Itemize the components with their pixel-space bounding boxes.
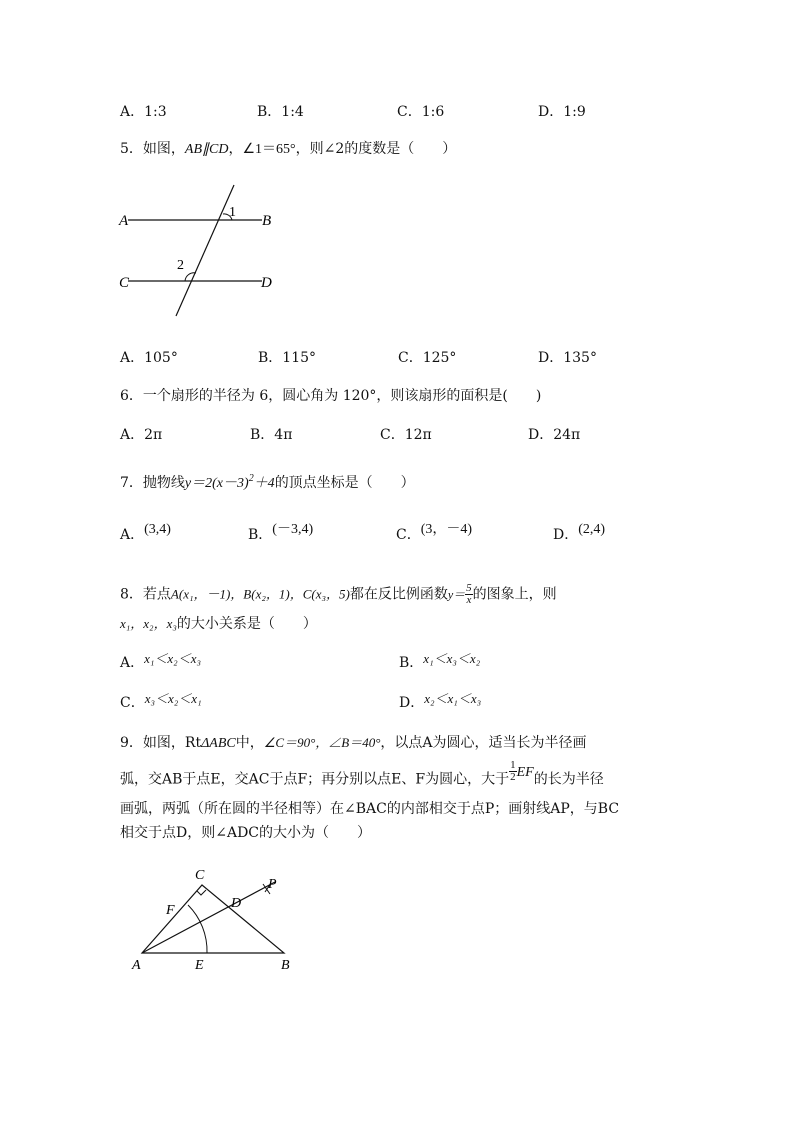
right-angle-mark [197, 890, 206, 895]
q4-option-d: D．1:9 [538, 104, 586, 120]
q8-line2-suffix: 的大小关系是（ ） [176, 616, 317, 632]
q8-option-d-value: x₂＜x₁＜x₃ [424, 691, 482, 706]
q8-func-fraction [465, 583, 473, 606]
label-a: A [132, 958, 141, 973]
q5-stem-suffix: ，则∠2的度数是（ ） [295, 141, 457, 157]
label-f: F [166, 903, 175, 918]
q9-line1-b: 中， [235, 735, 264, 751]
q6-option-d: D．24π [528, 427, 581, 443]
label-e: E [195, 958, 204, 973]
q7-option-d-letter: D． [553, 527, 579, 543]
q8-option-a-value: x₁＜x₂＜x₃ [144, 651, 201, 666]
q5-option-b: B．115° [258, 350, 317, 366]
q7-option-c [396, 524, 472, 544]
q9-line1-triangle: ΔABC [201, 736, 236, 751]
q8-option-a [120, 652, 201, 672]
triangle-abc [142, 885, 284, 953]
q8-option-d [399, 692, 481, 712]
q8-option-b [399, 652, 480, 672]
label-d: D [261, 275, 272, 291]
q8-option-d-letter: D． [399, 695, 425, 711]
label-c: C [195, 868, 205, 883]
q9-stem-line2 [120, 759, 604, 791]
q4-option-a: A．1:3 [120, 104, 167, 120]
label-b: B [262, 213, 272, 229]
q8-line2-vars: x₁，x₂，x₃ [120, 616, 177, 631]
q9-ef: EF [516, 764, 534, 780]
q9-line1-a: 9．如图，Rt [120, 735, 202, 751]
q6-option-c: C．12π [380, 427, 432, 443]
q6-option-b: B．4π [250, 427, 293, 443]
q4-option-b: B．1:4 [257, 104, 304, 120]
q9-line2-b: 的长为半径 [533, 771, 604, 788]
q9-fraction-denominator: 2 [510, 771, 516, 783]
q7-option-d-value: (2,4) [578, 522, 606, 537]
label-angle-2: 2 [177, 258, 184, 273]
q7-option-b-letter: B． [248, 527, 273, 543]
q8-stem-line2 [120, 613, 317, 633]
q8-stem-mid: 都在反比例函数 [349, 586, 448, 603]
q5-condition-angle: ∠1＝65° [242, 142, 296, 157]
q7-formula-tail: ＋4 [253, 476, 275, 491]
q7-option-a-letter: A． [120, 527, 145, 543]
q5-option-d: D．135° [538, 350, 597, 366]
ray-ap [142, 882, 275, 953]
q5-option-c: C．125° [398, 350, 457, 366]
q7-stem-suffix: 的顶点坐标是（ ） [274, 475, 415, 491]
q5-stem [120, 138, 456, 158]
label-a: A [119, 213, 129, 229]
q8-option-b-value: x₁＜x₃＜x₂ [423, 651, 481, 666]
label-p: P [268, 877, 277, 892]
q5-option-a: A．105° [120, 350, 178, 366]
q8-option-c-value: x₃＜x₂＜x₁ [144, 691, 202, 706]
q7-option-a [120, 524, 171, 544]
q6-stem: 6．一个扇形的半径为 6，圆心角为 120°，则该扇形的面积是( ) [120, 388, 542, 404]
q8-stem-suffix: 的图象上，则 [472, 586, 557, 603]
q8-stem-prefix: 8．若点 [120, 586, 171, 603]
q9-fraction-numerator: 1 [510, 759, 516, 771]
q7-option-b [248, 524, 313, 544]
q7-formula [184, 473, 275, 491]
q9-stem-line4: 相交于点D，则∠ADC的大小为（ ） [120, 825, 372, 841]
q8-func-denominator: x [466, 594, 472, 606]
q7-option-d [553, 524, 605, 544]
q5-sep: ， [228, 141, 243, 157]
q9-stem-line3: 画弧，两弧（所在圆的半径相等）在∠BAC的内部相交于点P；画射线AP，与BC [120, 801, 620, 817]
q5-stem-prefix: 5．如图， [120, 141, 185, 157]
q7-stem-prefix: 7．抛物线 [120, 475, 185, 491]
q5-condition-parallel: AB∥CD [184, 142, 229, 157]
q5-figure [110, 178, 290, 323]
q9-line1-angles: ∠C＝90°，∠B＝40° [263, 735, 381, 750]
q7-formula-exponent: 2 [248, 473, 254, 484]
q8-stem-line1 [120, 583, 557, 606]
transversal-line [176, 185, 234, 316]
q8-option-c-letter: C． [120, 695, 145, 711]
q7-formula-main: y＝2(x－3) [184, 476, 249, 491]
q8-points: A(x₁，－1)，B(x₂，1)，C(x₃，5) [170, 586, 350, 602]
q8-option-b-letter: B． [399, 655, 424, 671]
q9-stem-line1 [120, 732, 587, 752]
q8-func-numerator: 5 [466, 582, 472, 594]
q4-option-c: C．1:6 [397, 104, 445, 120]
q6-option-a: A．2π [120, 427, 163, 443]
q7-stem [120, 472, 415, 492]
q7-option-b-value: (－3,4) [272, 522, 314, 537]
q8-option-c [120, 692, 202, 712]
q9-half-fraction [509, 760, 517, 783]
label-c: C [119, 275, 130, 291]
q9-figure [125, 860, 305, 975]
q8-func-y: y＝ [447, 587, 466, 602]
q7-option-a-value: (3,4) [144, 522, 171, 537]
q9-line1-d: ，以点A为圆心，适当长为半径画 [380, 735, 587, 751]
q9-line2-a: 弧，交AB于点E，交AC于点F；再分别以点E、F为圆心，大于 [120, 771, 510, 788]
q7-option-c-value: (3，－4) [420, 522, 473, 537]
label-d: D [231, 896, 242, 911]
label-b: B [281, 958, 290, 973]
q7-option-c-letter: C． [396, 527, 421, 543]
label-angle-1: 1 [229, 205, 236, 220]
arc-ef [188, 905, 207, 953]
q8-option-a-letter: A． [120, 655, 145, 671]
